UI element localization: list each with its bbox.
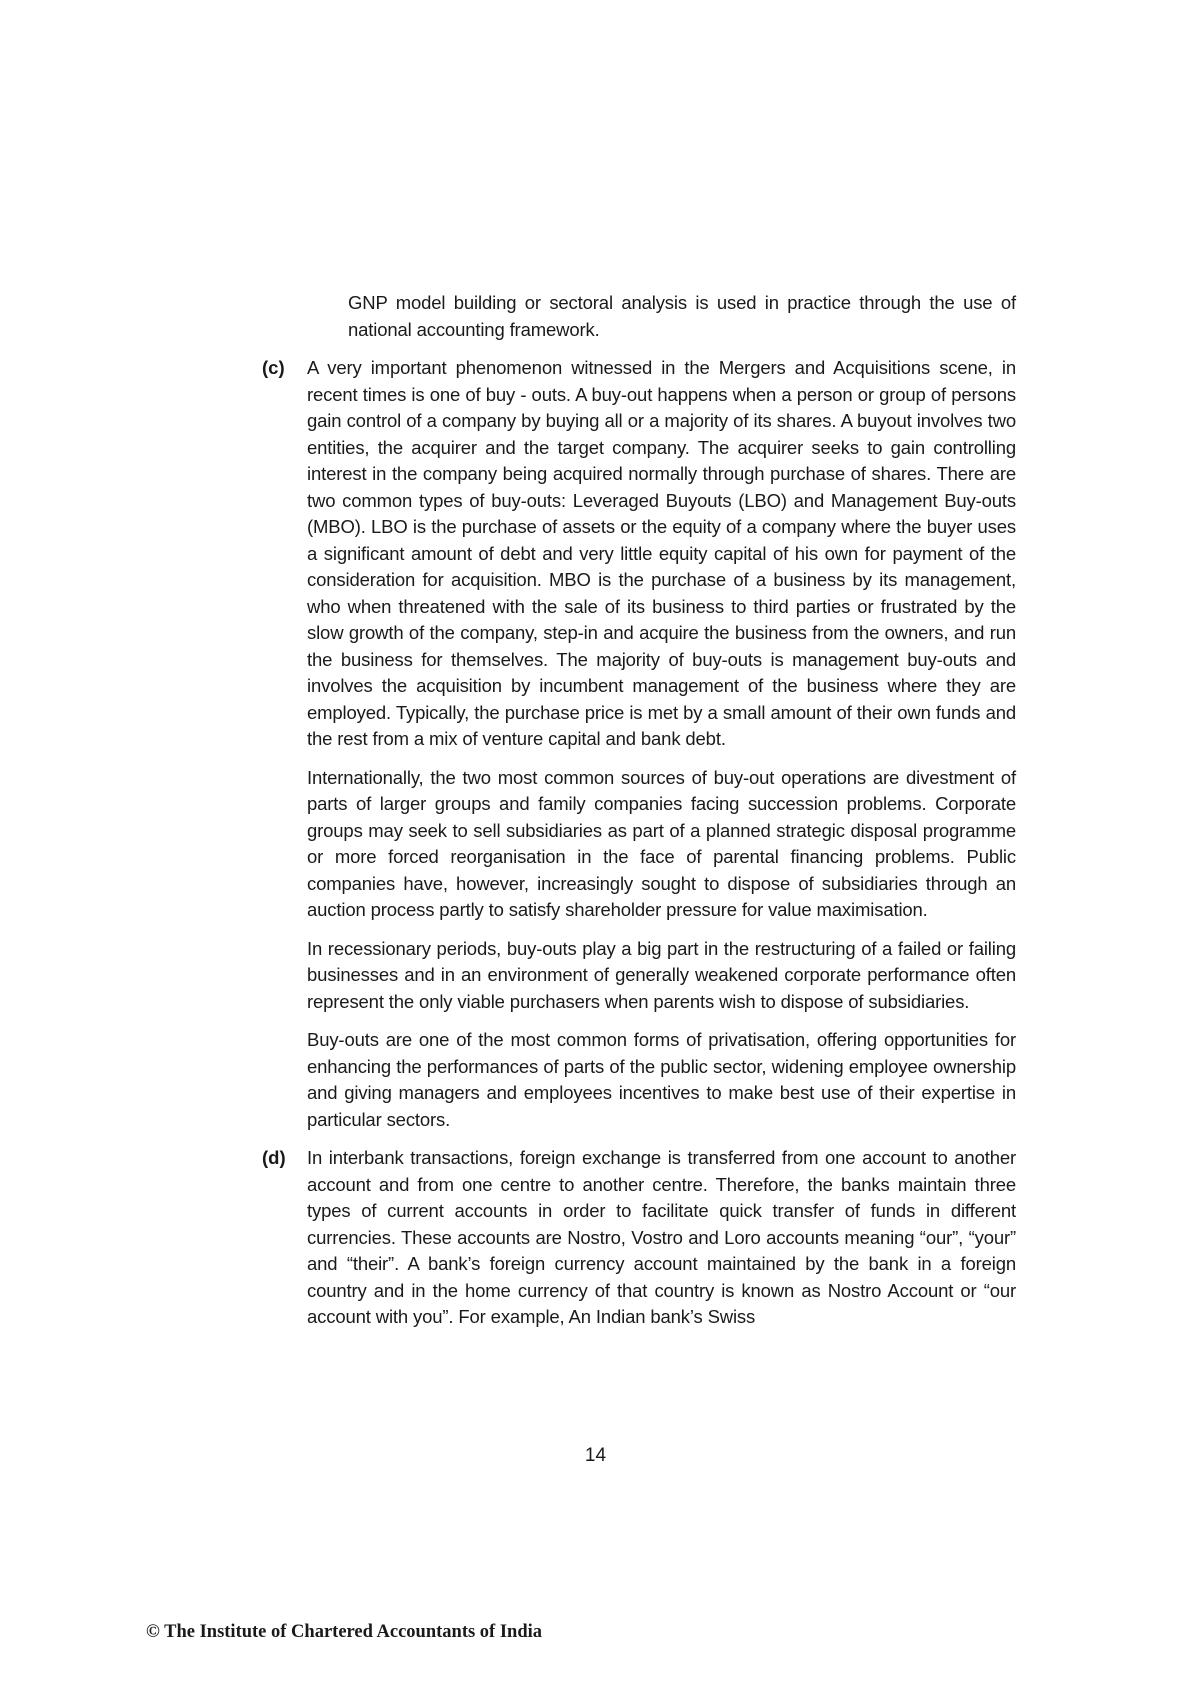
page-number: 14	[584, 1445, 607, 1466]
paragraph: Internationally, the two most common sources of buy-out operations are divestment of parts of larger groups and family companies facing succession problems. Corporate groups may seek to sell subsidiaries as part of a planned strategic disposal programme or more forced reorganisation in the face of parental financing problems. Public companies have, however, increasingly sought to dispose of subsidiaries through an auction process partly to satisfy shareholder pressure for value maximisation.	[307, 766, 1016, 920]
list-item-c	[262, 355, 1016, 1133]
intro-paragraph: GNP model building or sectoral analysis is used in practice through the use of national accounting framework.	[348, 292, 1016, 340]
paragraph: In interbank transactions, foreign exchange is transferred from one account to another account and from one centre to another centre. Therefore, the banks maintain three types of current accounts in order to facilitate quick transfer of funds in different currencies. These accounts are Nostro, Vostro and Loro accounts meaning “our”, “your” and “their”. A bank’s foreign currency account maintained by the bank in a foreign country and in the home currency of that country is known as Nostro Account or “our account with you”. For example, An Indian bank’s Swiss	[307, 1147, 1016, 1327]
item-label: (d)	[262, 1147, 286, 1168]
page-content	[262, 290, 1016, 1343]
list-item-d	[262, 1145, 1016, 1331]
footer-copyright: © The Institute of Chartered Accountants of India	[146, 1622, 543, 1642]
item-label: (c)	[262, 357, 285, 378]
paragraph: A very important phenomenon witnessed in the Mergers and Acquisitions scene, in recent times is one of buy - outs. A buy-out happens when a person or group of persons gain control of a company by buying all or a majority of its shares. A buyout involves two entities, the acquirer and the target company. The acquirer seeks to gain controlling interest in the company being acquired normally through purchase of shares. There are two common types of buy-outs: Leveraged Buyouts (LBO) and Management Buy-outs (MBO). LBO is the purchase of assets or the equity of a company where the buyer uses a significant amount of debt and very little equity capital of his own for payment of the consideration for acquisition. MBO is the purchase of a business by its management, who when threatened with the sale of its business to third parties or frustrated by the slow growth of the company, step-in and acquire the business from the owners, and run the business for themselves. The majority of buy-outs is management buy-outs and involves the acquisition by incumbent management of the business where they are employed. Typically, the purchase price is met by a small amount of their own funds and the rest from a mix of venture capital and bank debt.	[307, 357, 1016, 749]
paragraph: In recessionary periods, buy-outs play a big part in the restructuring of a failed or failing businesses and in an environment of generally weakened corporate performance often represent the only viable purchasers when parents wish to dispose of subsidiaries.	[307, 937, 1016, 1012]
paragraph: Buy-outs are one of the most common forms of privatisation, offering opportunities for enhancing the performances of parts of the public sector, widening employee ownership and giving managers and employees incentives to make best use of their expertise in particular sectors.	[307, 1029, 1016, 1130]
